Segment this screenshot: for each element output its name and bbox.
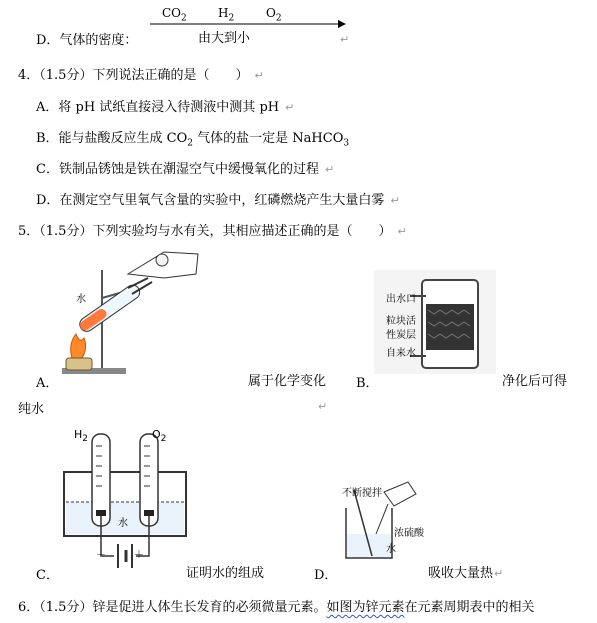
q4-option-a: A．将 pH 试纸直接浸入待测液中测其 pH ↵ <box>36 100 295 115</box>
figure-b-outlet-label: 出水口 <box>386 294 416 305</box>
flame <box>71 334 86 358</box>
return-mark: ↵ <box>318 400 328 413</box>
q3d-line <box>36 29 137 48</box>
gas-h2: $H_2$ <box>218 6 235 24</box>
q4-stem: 4．（1.5分）下列说法正确的是（ ） ↵ <box>18 68 264 83</box>
density-order-label: 由大到小 <box>198 31 251 46</box>
q5-stem: 5．（1.5分）下列实验均与水有关，其相应描述正确的是（ ） ↵ <box>18 224 407 239</box>
figure-c-h2-label: $H_2$ <box>74 428 89 445</box>
q6-stem: 6．（1.5分）锌是促进人体生长发育的必须微量元素。如图为锌元素在元素周期表中的相关 <box>18 600 535 615</box>
q5-option-d-label: D． <box>314 568 338 583</box>
electrode-neg <box>96 510 106 516</box>
figure-d-stir-label: 不断搅拌 <box>342 488 382 499</box>
figure-b-inlet-label: 自来水 <box>386 348 416 359</box>
figure-c-minus-label: － <box>96 550 106 561</box>
q5-option-b-desc-2: 纯水 <box>18 402 45 417</box>
figure-b-carbon-label-2: 性炭层 <box>386 330 416 341</box>
return-mark: ↵ <box>340 33 350 46</box>
figure-d-water-label: 水 <box>386 544 396 555</box>
figure-a-heating <box>58 248 208 380</box>
figure-c-water-label: 水 <box>118 518 128 529</box>
q5-option-c-desc: 证明水的组成 <box>186 566 265 581</box>
acid-flask <box>384 482 416 506</box>
gas-o2: $O_2$ <box>266 6 282 24</box>
acid-stream <box>376 504 388 534</box>
q5-option-c-label: C． <box>36 568 59 583</box>
q4-option-b: B．能与盐酸反应生成 $CO_2$ 气体的盐一定是 NaHCO$_3$ <box>36 131 350 149</box>
figure-d-acid-label: 浓硫酸 <box>394 528 424 539</box>
q6-wavy-text: 如图为锌元素 <box>326 600 405 615</box>
alcohol-lamp <box>66 358 92 370</box>
density-arrow-head <box>338 20 346 28</box>
figure-c-o2-label: $O_2$ <box>152 428 167 445</box>
electrode-pos <box>144 510 154 516</box>
figure-b-carbon-label-1: 粒块活 <box>386 316 416 327</box>
figure-c-electrolysis <box>60 426 190 570</box>
q5-option-b-label: B． <box>356 376 379 391</box>
figure-c-plus-label: ＋ <box>134 550 144 561</box>
q5-option-b-desc-1: 净化后可得 <box>502 374 568 389</box>
q5-option-d-desc: 吸收大量热↵ <box>428 566 504 581</box>
thumb <box>156 254 168 266</box>
q4-option-d: D．在测定空气里氧气含量的实验中，红磷燃烧产生大量白雾 ↵ <box>36 193 400 208</box>
gas-co2: $CO_2$ <box>162 6 187 24</box>
q5-option-a-label: A． <box>36 376 59 391</box>
q5-option-a-desc: 属于化学变化 <box>248 374 327 389</box>
q4-option-c: C．铁制品锈蚀是铁在潮湿空气中缓慢氧化的过程 ↵ <box>36 162 335 177</box>
q3d-label: D．气体的密度： <box>36 33 138 48</box>
figure-a-water-label: 水 <box>76 294 86 305</box>
